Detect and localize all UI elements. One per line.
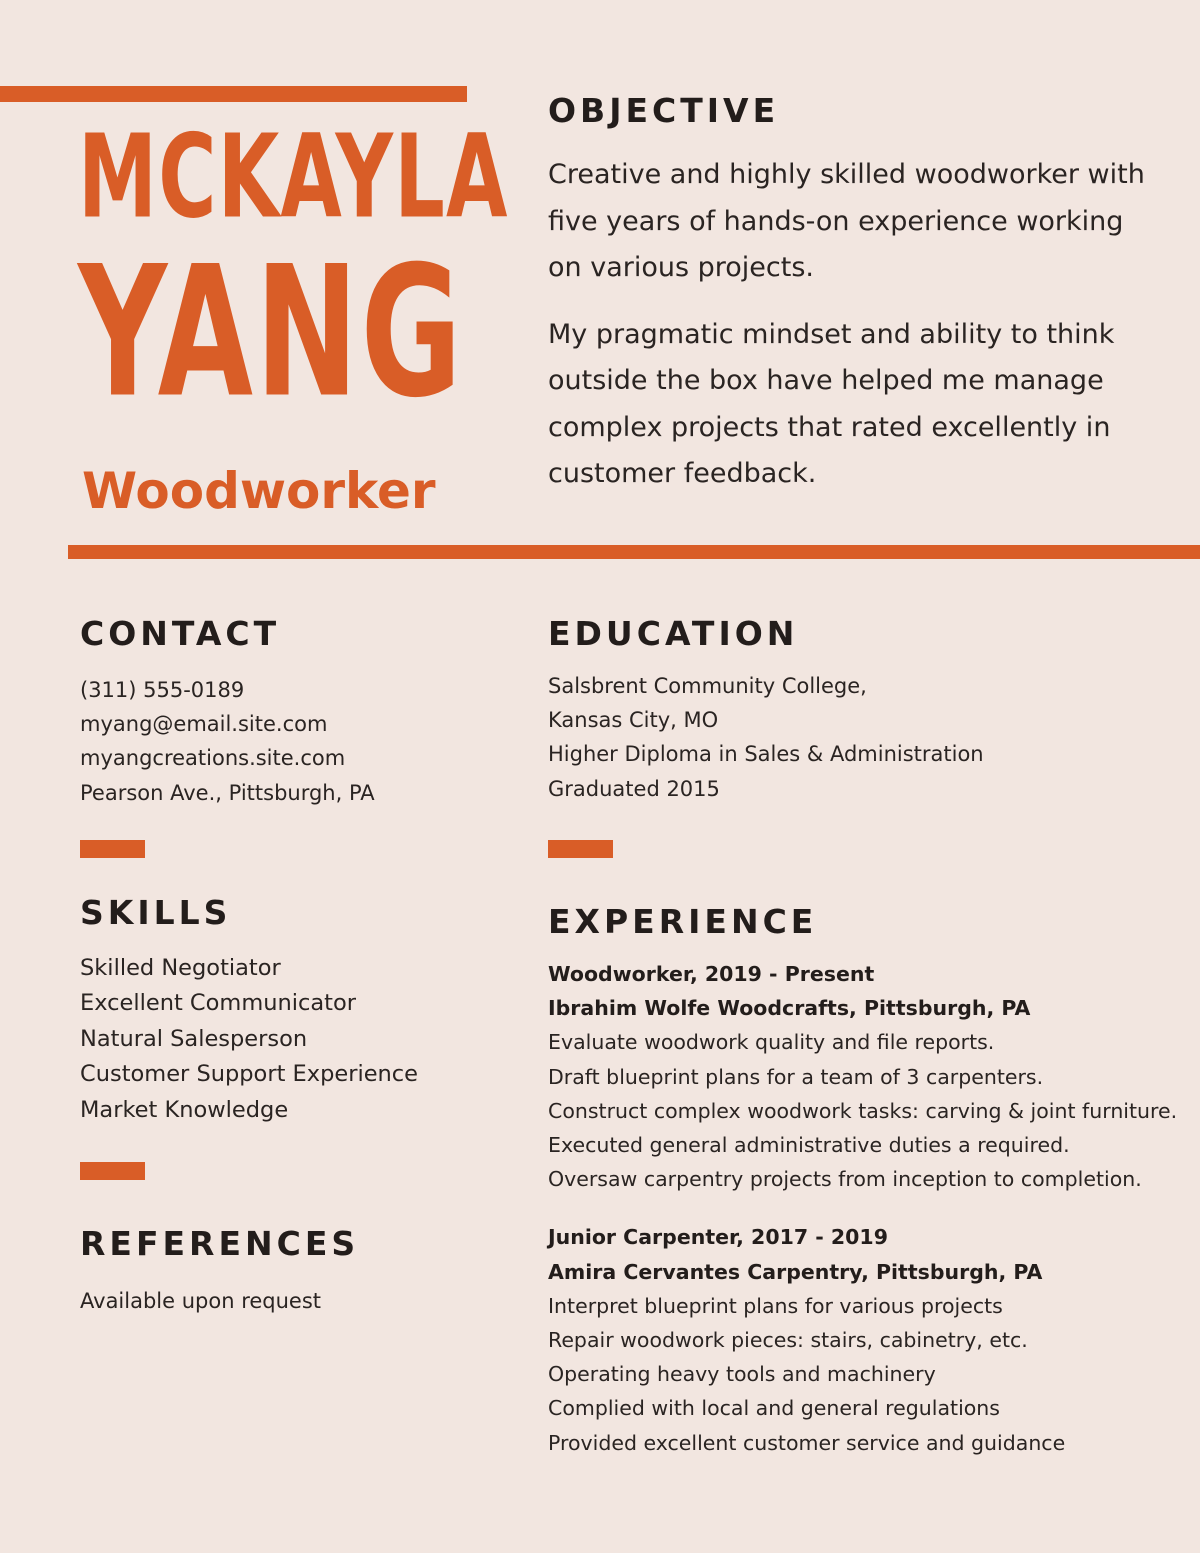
job-duty: Repair woodwork pieces: stairs, cabinetry, etc. (548, 1328, 1028, 1353)
education-line: Higher Diploma in Sales & Administration (548, 742, 984, 767)
objective-text (548, 152, 1148, 518)
skill-item: Customer Support Experience (80, 1061, 419, 1088)
job-spacer (548, 1196, 1177, 1220)
education-line: Kansas City, MO (548, 708, 719, 733)
contact-heading: CONTACT (80, 614, 281, 653)
skills-list (80, 951, 418, 1128)
job-duty: Interpret blueprint plans for various projects (548, 1293, 1003, 1318)
contact-list (80, 673, 375, 810)
job-duty: Evaluate woodwork quality and file reports. (548, 1030, 995, 1055)
experience-list (548, 957, 1177, 1460)
job-duty: Executed general administrative duties a required. (548, 1133, 1070, 1158)
job-title: Woodworker (82, 462, 436, 520)
job-duty: Construct complex woodwork tasks: carving & joint furniture. (548, 1098, 1178, 1123)
job-role: Junior Carpenter, 2017 - 2019 (548, 1225, 888, 1250)
job-company: Amira Cervantes Carpentry, Pittsburgh, PA (548, 1259, 1043, 1284)
contact-email: myang@email.site.com (80, 712, 328, 737)
job-duty: Oversaw carpentry projects from inception to completion. (548, 1167, 1142, 1192)
objective-heading: OBJECTIVE (548, 91, 780, 130)
contact-phone: (311) 555-0189 (80, 678, 245, 702)
skill-item: Market Knowledge (80, 1096, 289, 1123)
section-dash (548, 840, 613, 858)
job-duty: Provided excellent customer service and guidance (548, 1430, 1066, 1455)
contact-website: myangcreations.site.com (80, 746, 346, 771)
skills-heading: SKILLS (80, 893, 232, 932)
skill-item: Natural Salesperson (80, 1025, 308, 1052)
top-accent-bar (0, 86, 467, 102)
education-line: Graduated 2015 (548, 776, 720, 801)
divider-accent-bar (68, 545, 1200, 559)
skill-item: Excellent Communicator (80, 990, 357, 1017)
first-name: MCKAYLA (78, 110, 509, 245)
education-line: Salsbrent Community College, (548, 674, 867, 698)
section-dash (80, 840, 145, 858)
job-role: Woodworker, 2019 - Present (548, 962, 875, 986)
job-duty: Draft blueprint plans for a team of 3 carpenters. (548, 1064, 1044, 1089)
job-duty: Complied with local and general regulations (548, 1396, 1000, 1421)
references-heading: REFERENCES (80, 1224, 360, 1263)
references-text: Available upon request (80, 1289, 322, 1313)
objective-paragraph: My pragmatic mindset and ability to think outside the box have helped me manage complex projects that rated excellently in customer feedback. (548, 318, 1115, 489)
education-heading: EDUCATION (548, 614, 799, 653)
job-duty: Operating heavy tools and machinery (548, 1362, 936, 1387)
objective-paragraph: Creative and highly skilled woodworker with five years of hands-on experience working on various projects. (548, 159, 1145, 283)
last-name: YANG (78, 227, 464, 438)
job-company: Ibrahim Wolfe Woodcrafts, Pittsburgh, PA (548, 996, 1031, 1021)
skill-item: Skilled Negotiator (80, 955, 281, 981)
education-list (548, 669, 984, 806)
contact-address: Pearson Ave., Pittsburgh, PA (80, 780, 375, 805)
experience-heading: EXPERIENCE (548, 902, 818, 941)
section-dash (80, 1162, 145, 1180)
